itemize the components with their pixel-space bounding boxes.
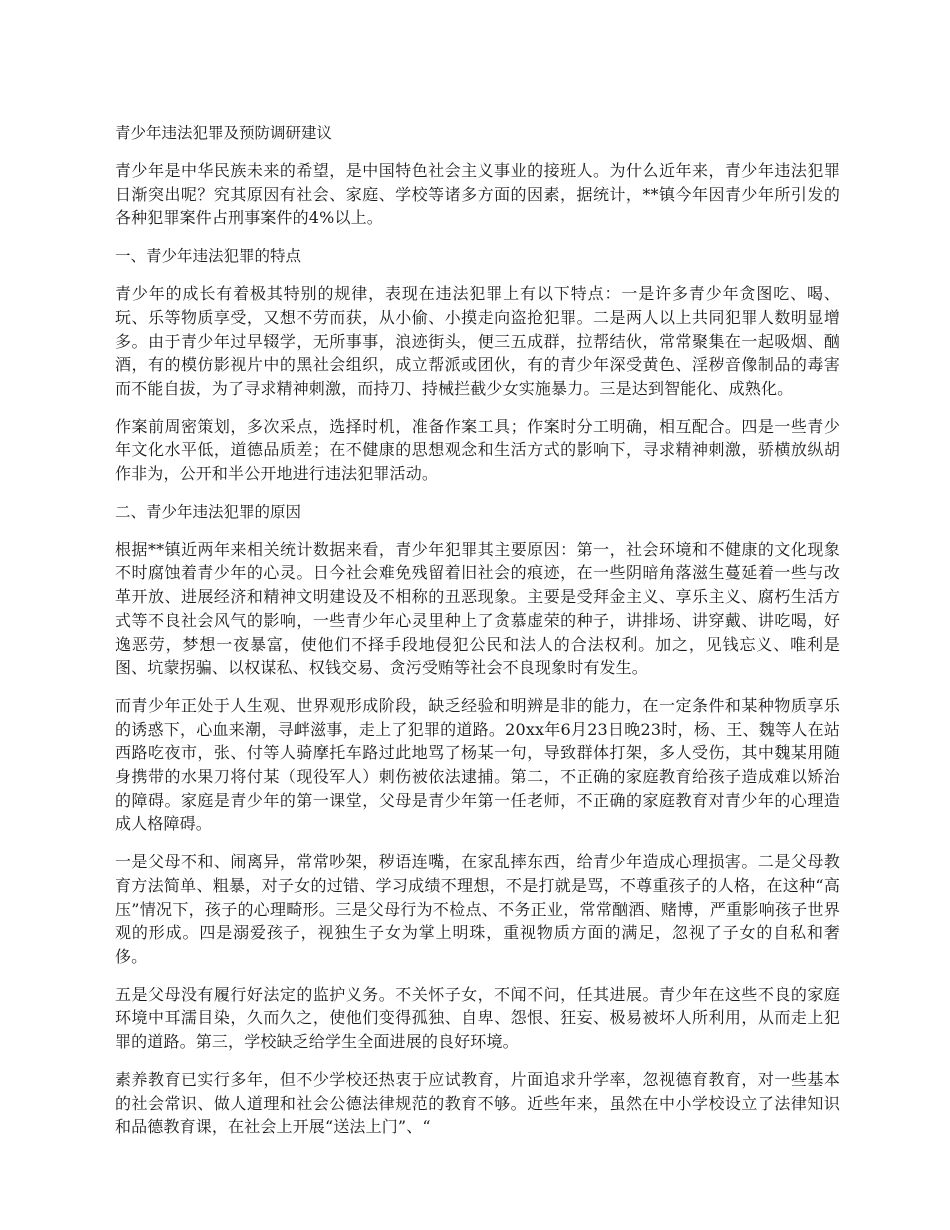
document-page <box>115 121 840 1153</box>
paragraph-characteristics-1: 青少年的成长有着极其特别的规律，表现在违法犯罪上有以下特点：一是许多青少年贪图吃、喝、玩、乐等物质享受，又想不劳而获，从小偷、小摸走向盗抢犯罪。二是两人以上共同犯罪人数明显增多。由于青少年过早辍学，无所事事，浪迹街头，便三五成群，拉帮结伙，常常聚集在一起吸烟、酗酒，有的模仿影视片中的黑社会组织，成立帮派或团伙，有的青少年深受黄色、淫秽音像制品的毒害而不能自拔，为了寻求精神刺激，而持刀、持械拦截少女实施暴力。三是达到智能化、成熟化。 <box>115 284 840 398</box>
paragraph-causes-family-1: 一是父母不和、闹离异，常常吵架，秽语连嘴，在家乱摔东西，给青少年造成心理损害。二是父母教育方法简单、粗暴，对子女的过错、学习成绩不理想，不是打就是骂，不尊重孩子的人格，在这种“高压”情况下，孩子的心理畸形。三是父母行为不检点、不务正业，常常酗酒、赌博，严重影响孩子世界观的形成。四是溺爱孩子，视独生子女为掌上明珠，重视物质方面的满足，忽视了子女的自私和奢侈。 <box>115 852 840 966</box>
paragraph-causes-family-2: 五是父母没有履行好法定的监护义务。不关怀子女，不闻不问，任其进展。青少年在这些不良的家庭环境中耳濡目染，久而久之，使他们变得孤独、自卑、怨恨、狂妄、极易被坏人所利用，从而走上犯罪的道路。第三，学校缺乏给学生全面进展的良好环境。 <box>115 984 840 1052</box>
paragraph-intro: 青少年是中华民族未来的希望，是中国特色社会主义事业的接班人。为什么近年来，青少年违法犯罪日渐突出呢？究其原因有社会、家庭、学校等诸多方面的因素，据统计，**镇今年因青少年所引发的各种犯罪案件占刑事案件的4%以上。 <box>115 161 840 228</box>
paragraph-causes-school: 素养教育已实行多年，但不少学校还热衷于应试教育，片面追求升学率，忽视德育教育，对一些基本的社会常识、做人道理和社会公德法律规范的教育不够。近些年来，虽然在中小学校设立了法律知识和品德教育课，在社会上开展“送法上门”、“ <box>115 1069 840 1137</box>
paragraph-causes-society: 根据**镇近两年来相关统计数据来看，青少年犯罪其主要原因：第一，社会环境和不健康的文化现象不时腐蚀着青少年的心灵。日今社会难免残留着旧社会的痕迹，在一些阴暗角落滋生蔓延着一些与改革开放、进展经济和精神文明建设及不相称的丑恶现象。主要是受拜金主义、享乐主义、腐朽生活方式等不良社会风气的影响，一些青少年心灵里种上了贪慕虚荣的种子，讲排场、讲穿戴、讲吃喝，好逸恶劳，梦想一夜暴富，使他们不择手段地侵犯公民和法人的合法权利。加之，见钱忘义、唯利是图、坑蒙拐骗、以权谋私、权钱交易、贪污受贿等社会不良现象时有发生。 <box>115 539 840 678</box>
section-heading-characteristics: 一、青少年违法犯罪的特点 <box>115 247 302 266</box>
section-heading-causes: 二、青少年违法犯罪的原因 <box>115 502 302 521</box>
paragraph-causes-case: 而青少年正处于人生观、世界观形成阶段，缺乏经验和明辨是非的能力，在一定条件和某种物质享乐的诱惑下，心血来潮，寻衅滋事，走上了犯罪的道路。20xx年6月23日晚23时，杨、王、魏等人在站西路吃夜市，张、付等人骑摩托车路过此地骂了杨某一句，导致群体打架，多人受伤，其中魏某用随身携带的水果刀将付某（现役军人）刺伤被依法逮捕。第二，不正确的家庭教育给孩子造成难以矫治的障碍。家庭是青少年的第一课堂，父母是青少年第一任老师，不正确的家庭教育对青少年的心理造成人格障碍。 <box>115 695 840 834</box>
paragraph-characteristics-2: 作案前周密策划，多次采点，选择时机，准备作案工具；作案时分工明确，相互配合。四是一些青少年文化水平低，道德品质差；在不健康的思想观念和生活方式的影响下，寻求精神刺激，骄横放纵胡作非为，公开和半公开地进行违法犯罪活动。 <box>115 416 840 484</box>
document-title: 青少年违法犯罪及预防调研建议 <box>115 124 333 142</box>
